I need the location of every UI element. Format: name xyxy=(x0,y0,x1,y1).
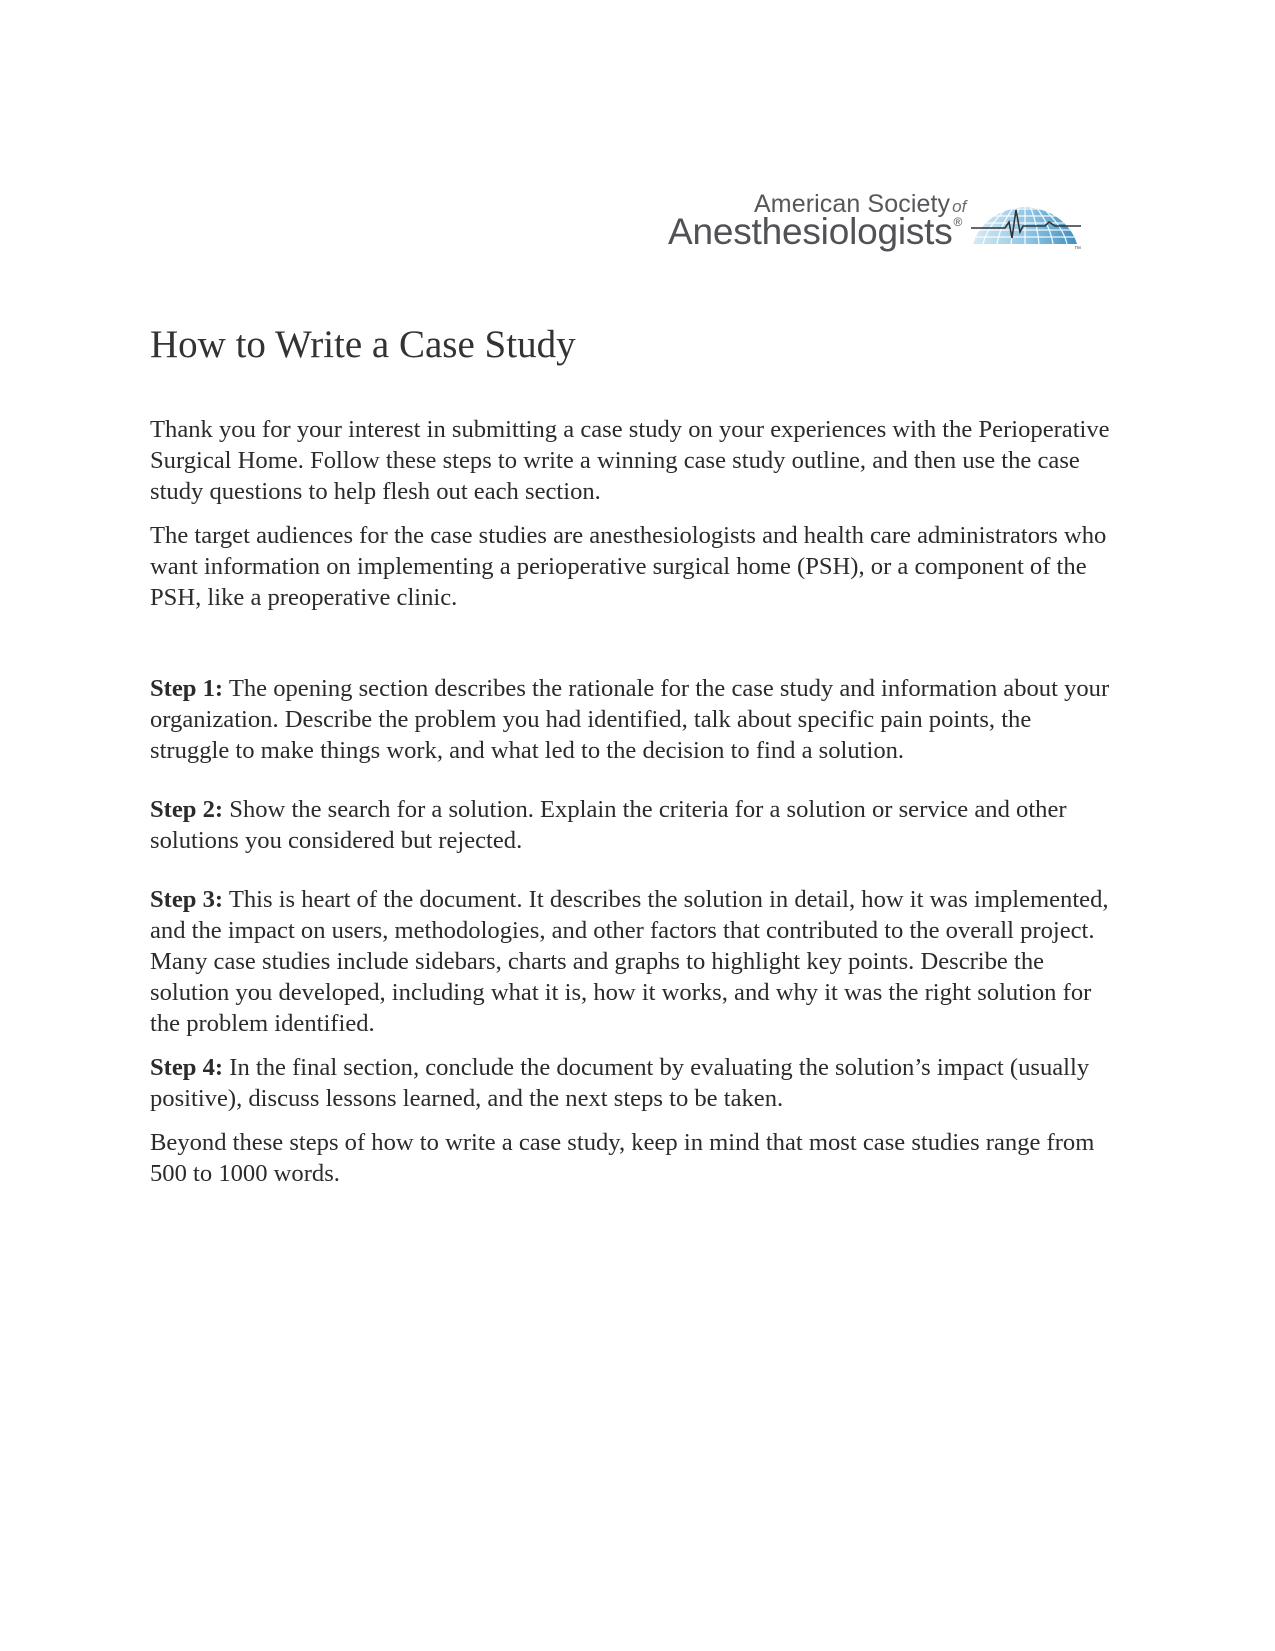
document-body xyxy=(150,414,1110,1189)
step-4-text: In the final section, conclude the document by evaluating the solution’s impact (usually positive), discuss lessons learned, and the next steps to be taken. xyxy=(150,1054,1090,1112)
step-2-text: Show the search for a solution. Explain the criteria for a solution or service and other solutions you considered but rejected. xyxy=(150,796,1067,854)
logo-text-anesthesiologists: Anesthesiologists xyxy=(668,211,953,252)
step-1-text: The opening section describes the rationale for the case study and information about your organization. Describe the problem you had identified, talk about specific pain points, the struggle to make things work, and what led to the decision to find a solution. xyxy=(150,675,1110,764)
closing-paragraph: Beyond these steps of how to write a case study, keep in mind that most case studies range from 500 to 1000 words. xyxy=(150,1129,1095,1187)
logo-registered-mark: ® xyxy=(953,215,963,229)
step-3-label: Step 3: xyxy=(150,886,224,913)
step-3-text: This is heart of the document. It describes the solution in detail, how it was implemented, and the impact on users, methodologies, and other factors that contributed to the overall project. Many case studies include sidebars, charts and graphs to highlight key points. Describe the solution you developed, including what it is, how it works, and why it was the right solution for the problem identified. xyxy=(150,886,1109,1037)
page-title: How to Write a Case Study xyxy=(150,323,576,366)
logo-trademark: ™ xyxy=(1074,246,1081,252)
step-4-label: Step 4: xyxy=(150,1054,224,1081)
logo-text-society: American Society xyxy=(754,190,951,218)
intro-paragraph-1: Thank you for your interest in submitting a case study on your experiences with the Perioperative Surgical Home. Follow these steps to write a winning case study outline, and then use the case study questions to help flesh out each section. xyxy=(150,416,1110,505)
step-3-paragraph xyxy=(150,884,1110,1039)
asa-logo xyxy=(668,186,1088,256)
step-2-label: Step 2: xyxy=(150,796,224,823)
step-1-paragraph xyxy=(150,673,1110,766)
step-1-label: Step 1: xyxy=(150,675,224,702)
step-4-paragraph xyxy=(150,1052,1110,1114)
logo-line-anesthesiologists xyxy=(668,211,962,253)
logo-text-of: of xyxy=(952,197,967,216)
step-2-paragraph xyxy=(150,794,1110,856)
globe-heartbeat-icon xyxy=(971,192,1083,252)
intro-paragraph-2: The target audiences for the case studies are anesthesiologists and health care administrators who want information on implementing a perioperative surgical home (PSH), or a component of the PSH, like a preoperative clinic. xyxy=(150,522,1107,611)
